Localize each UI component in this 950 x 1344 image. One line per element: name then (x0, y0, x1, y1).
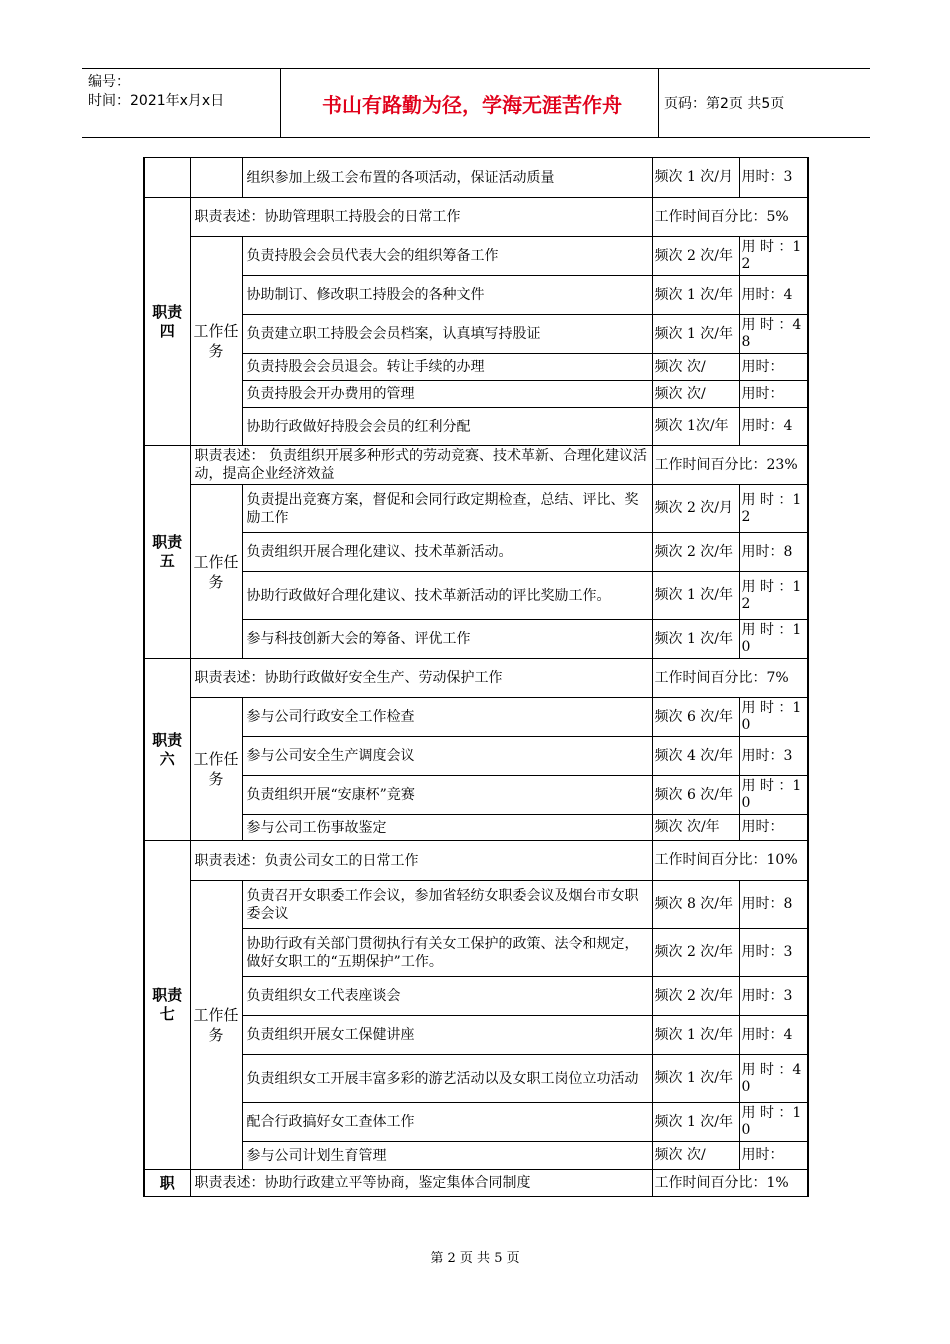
table-row (144, 158, 808, 198)
duty-statement: 职责表述：协助行政建立平等协商，鉴定集体合同制度 (190, 1170, 652, 1197)
time-percentage: 工作时间百分比：10% (652, 841, 808, 881)
frequency-cell: 频次 6 次/年 (652, 776, 739, 815)
table-row (144, 572, 808, 620)
task-text: 负责持股会会员代表大会的组织筹备工作 (242, 237, 652, 276)
time-cell: 用时： (739, 381, 808, 408)
table-row (144, 815, 808, 841)
duty-label-8: 职 (144, 1170, 190, 1197)
task-text: 组织参加上级工会布置的各项活动，保证活动质量 (242, 158, 652, 198)
header-divider (280, 69, 281, 137)
frequency-cell: 频次 8 次/年 (652, 881, 739, 929)
time-percentage: 工作时间百分比：1% (652, 1170, 808, 1197)
table-row (144, 1055, 808, 1103)
frequency-cell: 频次 次/ (652, 381, 739, 408)
work-task-label: 工作任务 (190, 485, 242, 659)
table-row (144, 1170, 808, 1197)
time-cell: 用 时 ：12 (739, 485, 808, 533)
table-row (144, 1142, 808, 1170)
duty-label-4: 职责四 (144, 198, 190, 446)
task-text: 参与公司工伤事故鉴定 (242, 815, 652, 841)
time-cell: 用时：3 (739, 977, 808, 1016)
frequency-cell: 频次 次/年 (652, 815, 739, 841)
frequency-cell: 频次 1 次/年 (652, 315, 739, 354)
frequency-cell: 频次 次/ (652, 1142, 739, 1170)
page-header (82, 68, 870, 138)
frequency-cell: 频次 2 次/年 (652, 237, 739, 276)
task-text: 参与科技创新大会的筹备、评优工作 (242, 620, 652, 659)
table-row (144, 485, 808, 533)
table-row (144, 315, 808, 354)
duty-statement: 职责表述：协助行政做好安全生产、劳动保护工作 (190, 659, 652, 698)
time-cell: 用时：8 (739, 881, 808, 929)
frequency-cell: 频次 次/ (652, 354, 739, 381)
frequency-cell: 频次 2 次/月 (652, 485, 739, 533)
task-text: 负责组织开展“安康杯”竞赛 (242, 776, 652, 815)
time-cell: 用 时 ：48 (739, 315, 808, 354)
task-text: 负责持股会开办费用的管理 (242, 381, 652, 408)
table-row (144, 1016, 808, 1055)
table-row (144, 533, 808, 572)
header-page-info (664, 69, 870, 137)
page-footer: 第 2 页 共 5 页 (430, 1251, 520, 1266)
duty-label-6: 职责六 (144, 659, 190, 841)
duty-label-5: 职责五 (144, 446, 190, 659)
time-cell: 用时：4 (739, 276, 808, 315)
frequency-cell: 频次 1 次/年 (652, 276, 739, 315)
task-text: 负责组织开展女工保健讲座 (242, 1016, 652, 1055)
time-cell: 用 时 ：10 (739, 1103, 808, 1142)
task-text: 负责组织开展合理化建议、技术革新活动。 (242, 533, 652, 572)
task-text: 协助制订、修改职工持股会的各种文件 (242, 276, 652, 315)
task-text: 负责提出竞赛方案，督促和会同行政定期检查，总结、评比、奖励工作 (242, 485, 652, 533)
task-text: 协助行政做好合理化建议、技术革新活动的评比奖励工作。 (242, 572, 652, 620)
duty-statement: 职责表述： 负责组织开展多种形式的劳动竞赛、技术革新、合理化建议活动，提高企业经济效益 (190, 446, 652, 485)
task-text: 协助行政做好持股会会员的红利分配 (242, 408, 652, 446)
frequency-cell: 频次 2 次/年 (652, 929, 739, 977)
header-divider (658, 69, 659, 137)
document-number-label: 编号： (88, 74, 130, 90)
frequency-cell: 频次 1 次/月 (652, 158, 739, 198)
table-row (144, 237, 808, 276)
duty-table (143, 157, 809, 1197)
time-cell: 用时：4 (739, 1016, 808, 1055)
duty-cell-continued (144, 158, 190, 198)
task-text: 负责召开女职委工作会议，参加省轻纺女职委会议及烟台市女职委会议 (242, 881, 652, 929)
table-row (144, 698, 808, 737)
table-row (144, 1103, 808, 1142)
task-text: 参与公司计划生育管理 (242, 1142, 652, 1170)
time-cell: 用时：3 (739, 737, 808, 776)
time-cell: 用 时 ：12 (739, 572, 808, 620)
table-row (144, 408, 808, 446)
task-text: 负责组织女工开展丰富多彩的游艺活动以及女职工岗位立功活动 (242, 1055, 652, 1103)
time-cell: 用时：3 (739, 158, 808, 198)
frequency-cell: 频次 6 次/年 (652, 698, 739, 737)
time-cell: 用 时 ：10 (739, 620, 808, 659)
time-cell: 用 时 ：40 (739, 1055, 808, 1103)
time-percentage: 工作时间百分比：23% (652, 446, 808, 485)
document-time-label: 时间：2021年x月x日 (88, 93, 225, 109)
table-row (144, 977, 808, 1016)
duty-label-7: 职责七 (144, 841, 190, 1170)
table-row (144, 276, 808, 315)
table-row (144, 841, 808, 881)
frequency-cell: 频次 1 次/年 (652, 572, 739, 620)
table-row (144, 198, 808, 237)
frequency-cell: 频次 2 次/年 (652, 977, 739, 1016)
work-task-label: 工作任务 (190, 237, 242, 446)
frequency-cell: 频次 1 次/年 (652, 1055, 739, 1103)
work-task-label: 工作任务 (190, 698, 242, 841)
frequency-cell: 频次 1 次/年 (652, 1016, 739, 1055)
task-text: 负责建立职工持股会会员档案，认真填写持股证 (242, 315, 652, 354)
header-meta (88, 73, 278, 111)
table-row (144, 354, 808, 381)
table-row (144, 620, 808, 659)
header-motto: 书山有路勤为径，学海无涯苦作舟 (322, 92, 622, 117)
task-text: 负责持股会会员退会。转让手续的办理 (242, 354, 652, 381)
task-text: 协助行政有关部门贯彻执行有关女工保护的政策、法令和规定，做好女职工的“五期保护”工作。 (242, 929, 652, 977)
duty-statement: 职责表述：负责公司女工的日常工作 (190, 841, 652, 881)
table-row (144, 929, 808, 977)
time-cell: 用时：8 (739, 533, 808, 572)
frequency-cell: 频次 1次/年 (652, 408, 739, 446)
task-text: 配合行政搞好女工查体工作 (242, 1103, 652, 1142)
time-cell: 用时： (739, 1142, 808, 1170)
time-cell: 用时：4 (739, 408, 808, 446)
frequency-cell: 频次 4 次/年 (652, 737, 739, 776)
time-cell: 用时： (739, 354, 808, 381)
table-row (144, 776, 808, 815)
table-row (144, 381, 808, 408)
task-text: 负责组织女工代表座谈会 (242, 977, 652, 1016)
time-cell: 用 时 ：10 (739, 776, 808, 815)
table-row (144, 737, 808, 776)
table-row (144, 881, 808, 929)
task-text: 参与公司行政安全工作检查 (242, 698, 652, 737)
duty-statement: 职责表述：协助管理职工持股会的日常工作 (190, 198, 652, 237)
category-cell-empty (190, 158, 242, 198)
time-percentage: 工作时间百分比：7% (652, 659, 808, 698)
frequency-cell: 频次 1 次/年 (652, 620, 739, 659)
frequency-cell: 频次 2 次/年 (652, 533, 739, 572)
time-cell: 用时：3 (739, 929, 808, 977)
table-row (144, 659, 808, 698)
time-percentage: 工作时间百分比：5% (652, 198, 808, 237)
frequency-cell: 频次 1 次/年 (652, 1103, 739, 1142)
task-text: 参与公司安全生产调度会议 (242, 737, 652, 776)
work-task-label: 工作任务 (190, 881, 242, 1170)
time-cell: 用时： (739, 815, 808, 841)
time-cell: 用 时 ：12 (739, 237, 808, 276)
table-row (144, 446, 808, 485)
time-cell: 用 时 ：10 (739, 698, 808, 737)
page-info-text: 页码：第2页 共5页 (664, 96, 785, 112)
